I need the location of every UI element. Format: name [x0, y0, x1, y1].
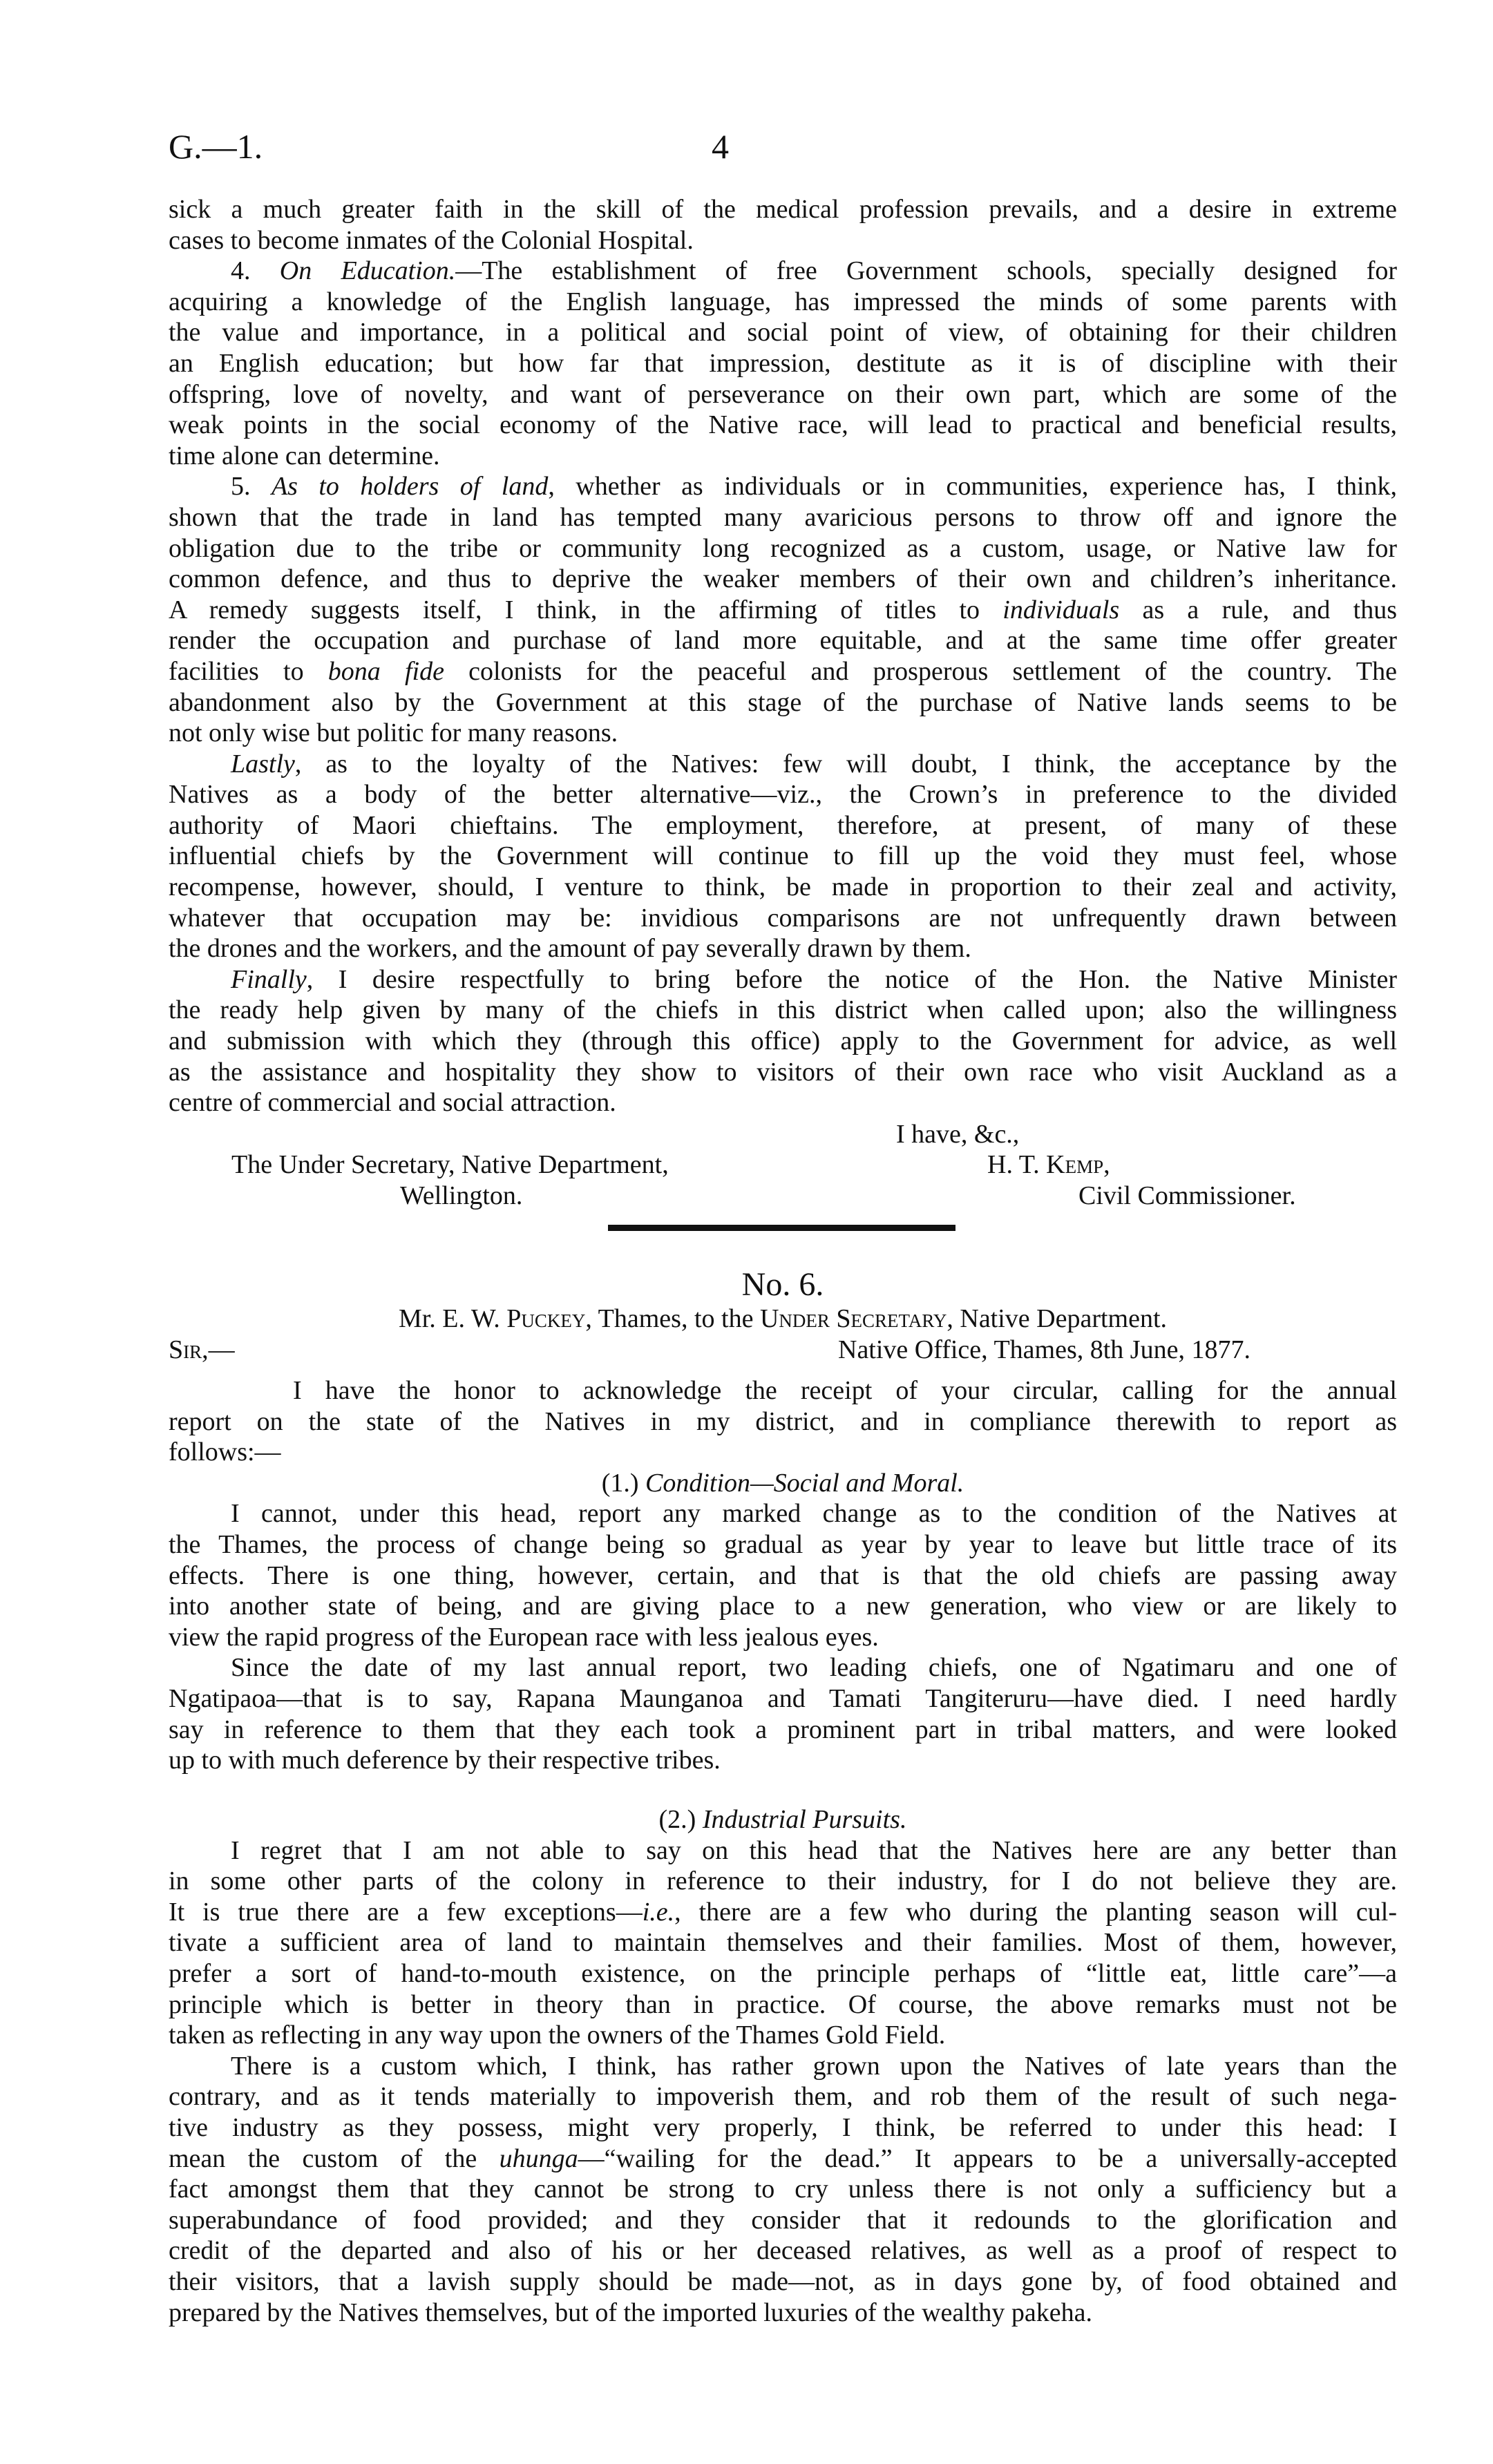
paragraph-line: centre of commercial and social attraction. — [169, 1088, 616, 1118]
section-heading — [169, 1804, 1397, 1835]
small-caps-text: Puckey — [506, 1304, 586, 1333]
paragraph-line: common defence, and thus to deprive the weaker members of their own and children’s inheritance. — [169, 564, 1397, 594]
paragraph-line: Natives as a body of the better alternative—viz., the Crown’s in preference to the divided — [169, 780, 1397, 810]
paragraph-line: weak points in the social economy of the Native race, will lead to practical and beneficial results, — [169, 410, 1397, 440]
paragraph-line: credit of the departed and also of his or her deceased relatives, as well as a proof of respect to — [169, 2236, 1397, 2266]
paragraph-line — [169, 2143, 1397, 2175]
italic-text: Finally — [231, 964, 307, 994]
italic-text: On Education. — [279, 256, 456, 286]
paragraph-line — [169, 471, 1397, 502]
text-run: Mr. E. W. — [398, 1304, 507, 1333]
paragraph-line: say in reference to them that they each took a prominent part in tribal matters, and were looked — [169, 1715, 1397, 1744]
paragraph-line: tivate a sufficient area of land to maintain themselves and their families. Most of them, however, — [169, 1928, 1397, 1958]
paragraph-line: I cannot, under this head, report any marked change as to the condition of the Natives at — [231, 1499, 1397, 1529]
paragraph-line: the value and importance, in a political and social point of view, of obtaining for their children — [169, 318, 1397, 347]
italic-text: uhunga — [499, 2143, 578, 2173]
dateline: Native Office, Thames, 8th June, 1877. — [838, 1335, 1250, 1364]
paragraph-line: prepared by the Natives themselves, but of the imported luxuries of the wealthy pakeha. — [169, 2298, 1092, 2327]
letter-6-body-part2 — [169, 1804, 1397, 2328]
italic-text: Industrial Pursuits. — [702, 1805, 907, 1834]
paragraph-line: whatever that occupation may be: invidious comparisons are not unfrequently drawn between — [169, 903, 1397, 933]
paragraph-line: There is a custom which, I think, has rather grown upon the Natives of late years than the — [231, 2051, 1397, 2081]
paragraph-line: superabundance of food provided; and they consider that it redounds to the glorification and — [169, 2205, 1397, 2235]
paragraph-line: influential chiefs by the Government will continue to fill up the void they must feel, whose — [169, 841, 1397, 871]
paragraph-line: Ngatipaoa—that is to say, Rapana Maunganoa and Tamati Tangiteruru—have died. I need hardly — [169, 1683, 1397, 1713]
section-divider — [608, 1225, 955, 1231]
paragraph-line: render the occupation and purchase of land more equitable, and at the same time offer greater — [169, 626, 1397, 656]
paragraph-line — [169, 656, 1397, 687]
paragraph-line: I regret that I am not able to say on this head that the Natives here are any better than — [231, 1835, 1397, 1865]
paragraph-line: principle which is better in theory than in practice. Of course, the above remarks must not be — [169, 1989, 1397, 2019]
text-run: —“wailing for the dead.” It appears to be a universally-accepted — [578, 2143, 1397, 2173]
paragraph-line: prefer a sort of hand-to-mouth existence, on the principle perhaps of “little eat, little care”—a — [169, 1958, 1397, 1988]
paragraph-line: report on the state of the Natives in my district, and in compliance therewith to report as — [169, 1406, 1397, 1436]
paragraph-line: contrary, and as it tends materially to impoverish them, and rob them of the result of such nega- — [169, 2082, 1397, 2112]
paragraph-line — [169, 256, 1397, 287]
italic-text: bona fide — [327, 656, 444, 686]
text-run: A remedy suggests itself, I think, in the affirming of titles to — [169, 595, 1003, 624]
section-heading — [169, 1468, 1397, 1499]
paragraph-line: as the assistance and hospitality they show to visitors of their own race who visit Auckland as a — [169, 1057, 1397, 1087]
paragraph-line: authority of Maori chieftains. The employment, therefore, at present, of many of these — [169, 810, 1397, 840]
closing: I have, &c., — [896, 1120, 1020, 1149]
italic-text: Lastly — [231, 749, 295, 779]
text-run: —The establishment of free Government schools, specially designed for — [455, 256, 1398, 286]
text-run: , — [1103, 1150, 1110, 1179]
paragraph-line: into another state of being, and are giving place to a new generation, who view or are likely to — [169, 1592, 1397, 1621]
paragraph-line — [169, 749, 1397, 780]
paragraph-line: in some other parts of the colony in reference to their industry, for I do not believe they are. — [169, 1866, 1397, 1896]
paragraph-line: Since the date of my last annual report, two leading chiefs, one of Ngatimaru and one of — [231, 1653, 1397, 1683]
letter-6-body-part1 — [169, 1375, 1397, 1776]
text-run: colonists for the peaceful and prosperous settlement of the country. The — [444, 656, 1398, 686]
small-caps-text: Kemp — [1046, 1150, 1104, 1179]
paragraph-line: sick a much greater faith in the skill of the medical profession prevails, and a desire in extreme — [169, 195, 1397, 224]
text-run: ,— — [202, 1335, 235, 1364]
paragraph-line: an English education; but how far that impression, destitute as it is of discipline with their — [169, 348, 1397, 378]
paragraph-line — [169, 964, 1397, 995]
paragraph-line: taken as reflecting in any way upon the owners of the Thames Gold Field. — [169, 2021, 946, 2050]
text-run: , as to the loyalty of the Natives: few will doubt, I think, the acceptance by the — [294, 749, 1397, 779]
text-run: , there are a few who during the planting season will cul- — [674, 1897, 1397, 1927]
text-run: , whether as individuals or in communities, experience has, I think, — [548, 472, 1398, 502]
paragraph-line: the drones and the workers, and the amount of pay severally drawn by them. — [169, 934, 971, 964]
paragraph-line: up to with much deference by their respective tribes. — [169, 1746, 721, 1775]
small-caps-text: Sir — [169, 1335, 202, 1364]
text-run: 5. — [231, 472, 272, 502]
signatory-name — [987, 1149, 1110, 1181]
paragraph-line: I have the honor to acknowledge the receipt of your circular, calling for the annual — [293, 1376, 1397, 1405]
text-run: H. T. — [987, 1150, 1047, 1179]
letter-number: No. 6. — [741, 1266, 824, 1303]
paragraph-line — [169, 595, 1397, 626]
text-run: , I desire respectfully to bring before the notice of the Hon. the Native Minister — [306, 964, 1397, 994]
text-run: facilities to — [169, 656, 328, 686]
paragraph-line — [169, 1897, 1397, 1928]
paragraph-line: cases to become inmates of the Colonial Hospital. — [169, 225, 694, 255]
text-run: It is true there are a few exceptions— — [169, 1897, 643, 1927]
paragraph-line: fact amongst them that they cannot be strong to cry unless there is not only a sufficiency but a — [169, 2175, 1397, 2204]
paragraph-line: obligation due to the tribe or community long recognized as a custom, usage, or Native law for — [169, 533, 1397, 563]
italic-text: individuals — [1002, 595, 1120, 624]
letter-5-body — [169, 194, 1397, 1118]
paragraph-line: and submission with which they (through this office) apply to the Government for advice, as well — [169, 1026, 1397, 1056]
paragraph-line: recompense, however, should, I venture to think, be made in proportion to their zeal and activity, — [169, 872, 1397, 902]
italic-text: i.e. — [642, 1897, 675, 1927]
paragraph-line: follows:— — [169, 1438, 281, 1467]
paragraph-line: offspring, love of novelty, and want of perseverance on their own part, which are some of the — [169, 379, 1397, 409]
paragraph-line: acquiring a knowledge of the English language, has impressed the minds of some parents with — [169, 287, 1397, 316]
paragraph-line: time alone can determine. — [169, 441, 440, 470]
text-run: 4. — [231, 256, 280, 286]
addressee-place: Wellington. — [400, 1181, 523, 1210]
addressee: The Under Secretary, Native Department, — [231, 1150, 669, 1179]
italic-text: As to holders of land — [271, 472, 549, 502]
paragraph-line: the Thames, the process of change being so gradual as year by year to leave but little trace of its — [169, 1529, 1397, 1559]
italic-text: Condition—Social and Moral. — [645, 1468, 964, 1498]
text-run: as a rule, and thus — [1119, 595, 1397, 624]
paragraph-line: not only wise but politic for many reasons. — [169, 718, 618, 748]
paragraph-line: the ready help given by many of the chiefs in this district when called upon; also the willingness — [169, 995, 1397, 1025]
text-run: (1.) — [601, 1468, 645, 1498]
paragraph-line: abandonment also by the Government at this stage of the purchase of Native lands seems to be — [169, 687, 1397, 717]
text-run: , Thames, to the — [585, 1304, 760, 1333]
letter-subject — [0, 1303, 1493, 1335]
paragraph-line: tive industry as they possess, might very properly, I think, be referred to under this head: I — [169, 2112, 1397, 2142]
paragraph-line: effects. There is one thing, however, certain, and that is that the old chiefs are passing away — [169, 1560, 1397, 1590]
signatory-title: Civil Commissioner. — [1078, 1181, 1296, 1210]
page-number: 4 — [712, 127, 729, 166]
paragraph-line: their visitors, that a lavish supply should be made—not, as in days gone by, of food obtained and — [169, 2266, 1397, 2296]
salutation — [169, 1335, 235, 1366]
paragraph-line: shown that the trade in land has tempted many avaricious persons to throw off and ignore the — [169, 502, 1397, 532]
small-caps-text: Under Secretary — [759, 1304, 947, 1333]
document-reference: G.—1. — [169, 127, 263, 166]
text-run: (2.) — [658, 1805, 703, 1834]
text-run: mean the custom of the — [169, 2143, 500, 2173]
paragraph-line: view the rapid progress of the European race with less jealous eyes. — [169, 1622, 879, 1652]
text-run: , Native Department. — [947, 1304, 1168, 1333]
